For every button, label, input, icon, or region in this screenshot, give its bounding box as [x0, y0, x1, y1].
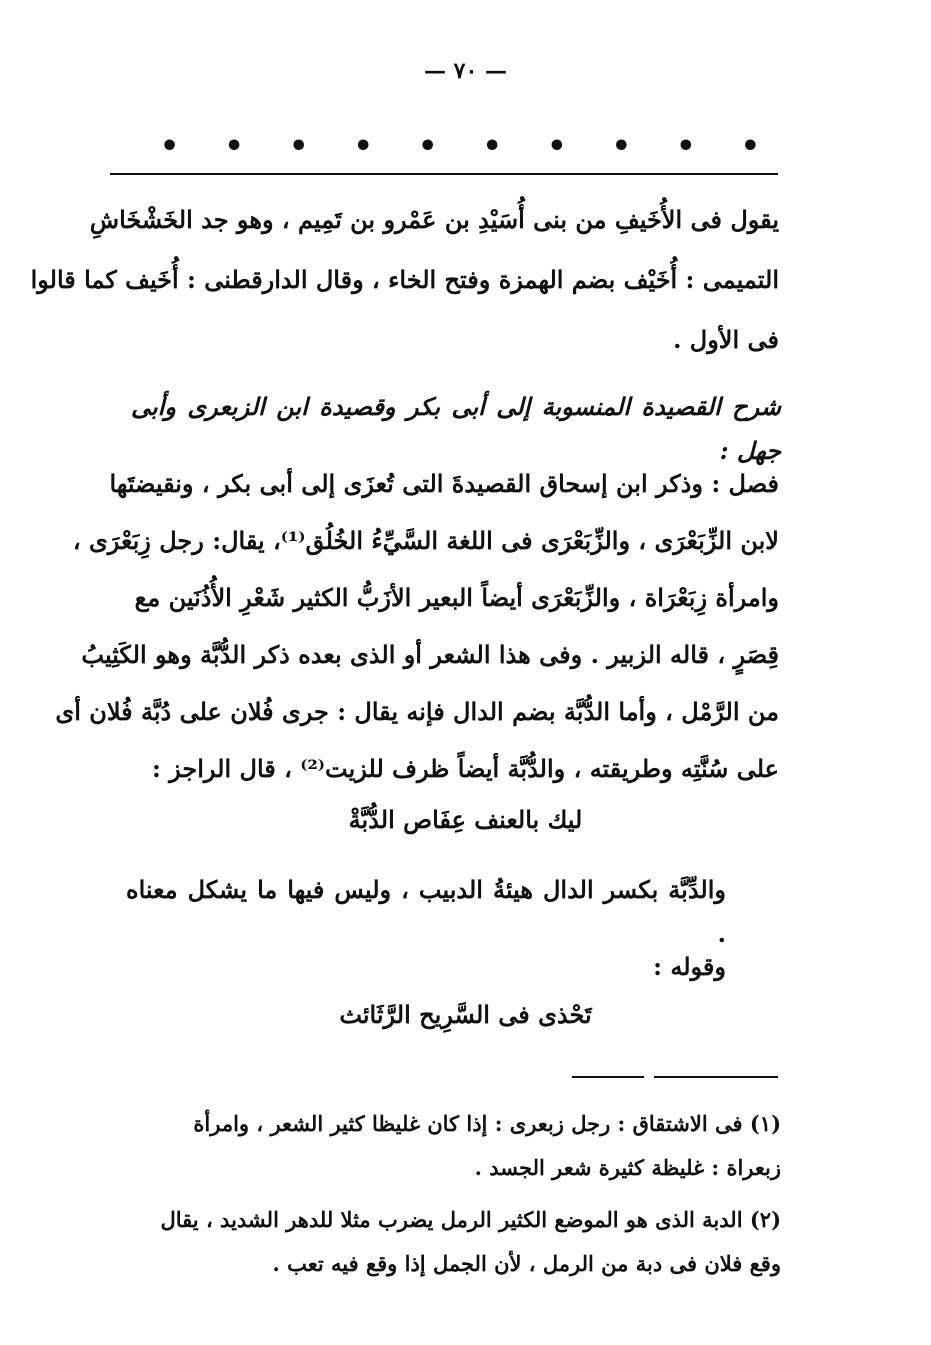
section-paragraph [55, 455, 779, 797]
footnote-1 [131, 1102, 781, 1190]
footnote-line: وقع فلان فى دبة من الرمل ، لأن الجمل إذا وقع فيه تعب . [272, 1251, 781, 1276]
separator-dot: • [611, 129, 631, 164]
separator-dot: • [740, 129, 760, 164]
footnote-2 [131, 1198, 781, 1286]
separator-dot: • [482, 129, 502, 164]
text-line: قِصَرٍ ، قاله الزبير . وفى هذا الشعر أو الذى بعده ذكر الدُّبَّة وهو الكَثِيبُ [81, 640, 779, 669]
separator-dot: • [289, 129, 309, 164]
intro-paragraph [30, 190, 779, 370]
footnote-line: زبعراة : غليظة كثيرة شعر الجسد . [474, 1155, 781, 1180]
text-line: فى الأول . [673, 325, 779, 354]
separator-dot: • [160, 129, 180, 164]
text-line: من الرَّمْل ، وأما الدُّبَّة بضم الدال فإنه يقال : جرى فُلان على دُبَّة فُلان أى [55, 697, 779, 726]
text-line: يقول فى الأُخَيفِ من بنى أُسَيْدِ بن عَمْرو بن تَمِيم ، وهو جد الخَشْخَاشِ [89, 205, 779, 234]
text-line: التميمى : أُخَيْف بضم الهمزة وفتح الخاء ، وقال الدارقطنى : أُخَيف كما قالوا [30, 265, 779, 294]
separator-dot: • [676, 129, 696, 164]
separator-dots [160, 129, 760, 164]
footnote-rule [654, 1076, 778, 1078]
page-number: — ٧٠ — [424, 58, 507, 84]
footnote-line: (١) فى الاشتقاق : رجل زبعرى : إذا كان غليظا كثير الشعر ، وامرأة [193, 1111, 781, 1136]
separator-dot: • [353, 129, 373, 164]
separator-dot: • [224, 129, 244, 164]
footnote-line: (٢) الدبة الذى هو الموضع الكثير الرمل يضرب مثلا للدهر الشديد ، يقال [160, 1207, 781, 1232]
text-line: فصل : وذكر ابن إسحاق القصيدةَ التى تُعزَى إلى أبى بكر ، ونقيضتَها [109, 469, 779, 498]
explanation-line: والدِّبَّة بكسر الدال هيئةُ الدبيب ، وليس فيها ما يشكل معناه . [126, 875, 726, 948]
separator-dot: • [547, 129, 567, 164]
text-line: على سُنَّتِه وطريقته ، والدُّبَّة أيضاً ظرف للزيت⁽²⁾ ، قال الراجز : [151, 754, 779, 783]
section-heading: شرح القصيدة المنسوبة إلى أبى بكر وقصيدة ابن الزبعرى وأبى جهل : [131, 392, 781, 465]
text-line: وامرأة زِبَعْرَاة ، والزِّبَعْرَى أيضاً البعير الأزَبُّ الكثير شَعْرِ الأُذُنَين مع [134, 583, 779, 612]
footnote-rule [572, 1076, 644, 1078]
separator-dot: • [418, 129, 438, 164]
verse-line: تَحْذى فى السَّرِيح الرَّثَائث [339, 1000, 592, 1029]
top-rule [110, 173, 778, 175]
verse-line: ليك بالعنف عِفَاص الدُّبَّةْ [348, 805, 583, 834]
text-line: لابن الزِّبَعْرَى ، والزِّبَعْرَى فى اللغة السَّيِّءُ الخُلُق⁽¹⁾، يقال: رجل زِبَعْرَى ، [72, 526, 779, 555]
quote-intro: وقوله : [653, 952, 726, 981]
